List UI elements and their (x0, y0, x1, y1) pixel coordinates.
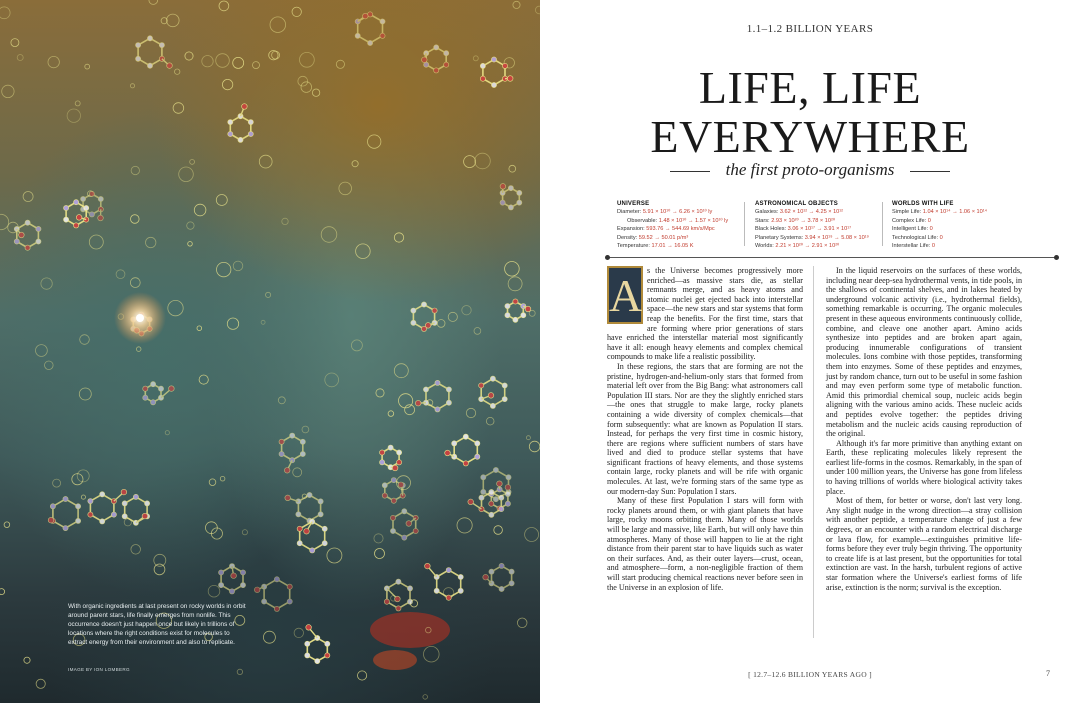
stat-label: Worlds: (755, 243, 774, 250)
stat-value: 0 (931, 243, 935, 250)
stat-row (755, 208, 869, 216)
drop-cap-letter: A (609, 270, 643, 321)
stat-value: 1.04 × 10¹⁴ → 1.06 × 10¹⁴ (922, 209, 987, 216)
paragraph: In the liquid reservoirs on the surfaces of these worlds, including near deep-sea hydrothermal vents, in tide pools, in the shallows of continental shelves, and in lakes heated by underground volcanic activity (i.e., hydrothermal fields), something remarkable is occurring. The organic molecules present in these aqueous environments continuously collide, combine, and cleave one another apart. Amino acids synthesize into peptides and are broken apart again, producing innumerable configurations of transient molecules. Ions combine with those peptides, transforming them into enzymes. Some of these peptides and enzymes, just by random chance, turn out to be useful in some fashion and may even perform some type of metabolic function. Amid this primordial chemical soup, nucleic acids begin aligning with the various amino acids. These nucleic acids and peptides evolve together: the peptides driving metabolism and the nucleic acids causing reproduction of the original. (826, 266, 1022, 439)
stat-row (617, 217, 728, 225)
subtitle-rule-right (910, 171, 950, 172)
stat-label: Expansion: (617, 226, 645, 233)
stat-label: Planetary Systems: (755, 234, 804, 241)
stat-value: 1.48 × 10¹⁰ → 1.57 × 10¹⁰ ly (658, 217, 729, 224)
stat-value: 59.52 → 50.01 p/m³ (638, 234, 689, 241)
column-divider (813, 266, 814, 638)
stat-label: Technological Life: (892, 234, 939, 241)
stat-label: Density: (617, 234, 638, 241)
stat-value: 17.01 → 16.05 K (651, 243, 694, 250)
body-column-2 (826, 266, 1022, 592)
stat-row (892, 208, 987, 216)
stat-label: Complex Life: (892, 217, 927, 224)
stat-value: 0 (927, 217, 931, 224)
stat-value: 5.91 × 10¹⁰ → 6.26 × 10¹⁰ ly (642, 209, 713, 216)
stat-row (892, 217, 987, 225)
stat-row (755, 217, 869, 225)
stat-value: 2.93 × 10²⁰ → 3.78 × 10²⁰ (771, 217, 836, 224)
stats-heading: ASTRONOMICAL OBJECTS (755, 201, 838, 207)
stat-value: 593.76 → 544.69 km/s/Mpc (646, 226, 715, 233)
stat-row (617, 234, 728, 242)
paragraph: Many of these first Population I stars will form with rocky planets around them, or with giant planets that have large, rocky moons orbiting them. Many of those worlds will be large and massive, like Earth, but will only have thin atmospheres. Many of those will happen to lie at the right distance from their parent star to have liquids such as water on their surfaces. And, as their outer layers—crust, ocean, and atmosphere—form, a non-negligible fraction of them will start producing chemical reactions never before seen in the Universe in an explosion of life. (607, 496, 803, 592)
stat-value: 0 (939, 234, 943, 241)
stat-row (617, 225, 728, 233)
page-title-line-1: LIFE, LIFE (698, 62, 922, 113)
stat-value: 3.62 × 10¹² → 4.25 × 10¹² (779, 209, 844, 216)
page-number: 7 (1046, 669, 1050, 678)
stat-row (617, 242, 728, 250)
stat-label: Galaxies: (755, 209, 779, 216)
stat-value: 3.06 × 10¹⁷ → 3.91 × 10¹⁷ (787, 226, 852, 233)
running-footer: [ 12.7–12.6 BILLION YEARS AGO ] (748, 670, 872, 679)
paragraph: s the Universe becomes progressively more enriched—as massive stars die, as stellar remnants merge, and as heavy atoms and atomic nuclei get ejected back into interstellar space—the new stars and star systems that form reap the benefits. For the first time, stars that are forming where prior generations of stars have enriched the interstellar material most significantly have it all: enough heavy elements and complex chemical compounds to make life a realistic possibility. (607, 266, 803, 362)
section-rule (607, 257, 1057, 258)
stat-label: Observable: (627, 217, 658, 224)
stats-heading: UNIVERSE (617, 201, 650, 207)
drop-cap (607, 266, 643, 324)
stat-label: Stars: (755, 217, 770, 224)
stat-value: 3.94 × 10¹⁹ → 5.08 × 10¹⁹ (804, 234, 869, 241)
stat-row (617, 208, 728, 216)
stat-label: Interstellar Life: (892, 243, 931, 250)
stat-label: Black Holes: (755, 226, 787, 233)
body-column-1 (607, 266, 803, 592)
stats-divider (882, 202, 883, 246)
time-range-eyebrow: 1.1–1.2 BILLION YEARS (746, 23, 874, 35)
page-title-line-2: EVERYWHERE (650, 111, 970, 162)
stat-row (892, 225, 987, 233)
stat-row (755, 225, 869, 233)
image-credit: IMAGE BY ION LOMBERG (68, 667, 130, 672)
paragraph: Most of them, for better or worse, don't last very long. Any slight nudge in the wrong direction—a stray collision with another peptide, a temperature change of just a few degrees, or an encounter with a random electrical discharge or lava flow, for example—extinguishes primitive life-forms before they ever truly begin thriving. The opportunity to create life is at last present, but the opportunities for total extinction are vast. In the harsh, turbulent regions of active star formation where the Universe's earliest forms of life arise, extinction is the norm; survival is the exception. (826, 496, 1022, 592)
stat-label: Diameter: (617, 209, 642, 216)
stat-row (755, 234, 869, 242)
stat-value: 0 (929, 226, 933, 233)
stat-label: Intelligent Life: (892, 226, 929, 233)
page-subtitle: the first proto-organisms (725, 160, 895, 179)
stat-label: Temperature: (617, 243, 650, 250)
stats-divider (744, 202, 745, 246)
illustration-caption: With organic ingredients at last present on rocky worlds in orbit around parent stars, life finally emerges from nonlife. This occurrence doesn't just happen once but likely in trillions of locations where the right conditions exist for molecules to extract energy from their environment and also to replicate. (68, 603, 246, 646)
stats-astronomical-objects (755, 200, 869, 250)
stats-universe (617, 200, 728, 250)
stat-row (892, 242, 987, 250)
paragraph: Although it's far more primitive than anything extant on Earth, these replicating molecules likely represent the earliest life-forms in the cosmos. Remarkably, in the span of under 100 million years, the Universe has gone from lifeless to having trillions of worlds where biological activity takes place. (826, 438, 1022, 496)
stats-heading: WORLDS WITH LIFE (892, 201, 954, 207)
subtitle-row (670, 160, 950, 182)
stat-label: Simple Life: (892, 209, 922, 216)
paragraph: In these regions, the stars that are forming are not the pristine, hydrogen-and-helium-only stars that formed from material left over from the Big Bang: what astronomers call Population III stars. Nor are they the slightly enriched stars—the ones that struggle to make large, rocky planets containing a wide diversity of complex chemicals—that form subsequently: what are known as Population II stars. Instead, for perhaps the very first time in cosmic history, there are regions where sufficient numbers of stars have lived and died to produce stellar systems that have significant fractions of heavy elements, and those systems contain large, rocky planets and will be rife with organic molecules. At last, we're forming stars of the same type as our modern-day Sun: Population I stars. (607, 361, 803, 496)
stats-worlds-with-life (892, 200, 987, 250)
stat-row (755, 242, 869, 250)
stat-value: 2.21 × 10²⁰ → 2.91 × 10²⁰ (775, 243, 840, 250)
stat-row (892, 234, 987, 242)
